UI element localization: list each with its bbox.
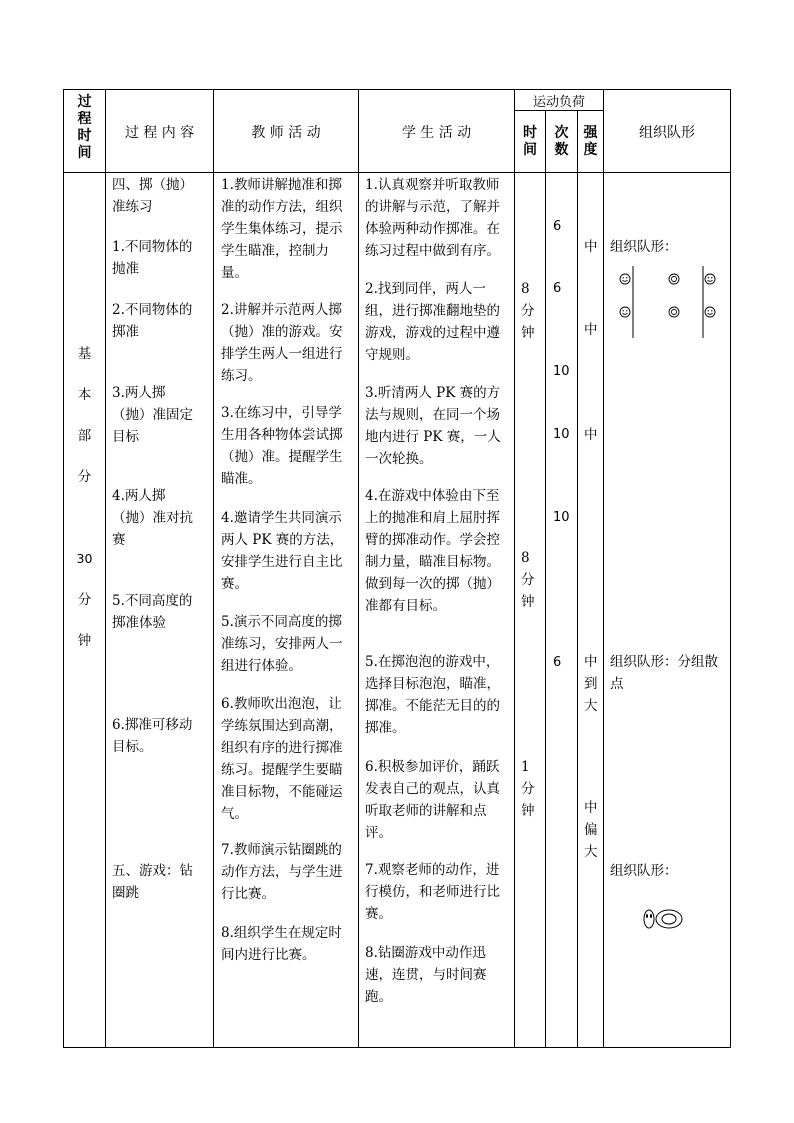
load-count-item: 10	[553, 364, 570, 379]
smiley-icon	[620, 274, 630, 284]
table-border-top	[63, 89, 731, 90]
teacher-item: 8.组织学生在规定时 间内进行比赛。	[221, 925, 342, 963]
person-icon	[644, 910, 654, 928]
student-item: 2.找到同伴，两人一 组，进行掷准翻地垫的 游戏，游戏的过程中遵 守规则。	[365, 281, 500, 363]
phase-char-1: 本	[77, 387, 92, 403]
smiley-icon	[705, 307, 715, 317]
teacher-item: 1.教师讲解抛准和掷 准的动作方法，组织 学生集体练习，提示 学生瞄准，控制力 量。	[221, 177, 343, 281]
teacher-item: 4.邀请学生共同演示 两人 PK 赛的方法， 安排学生进行自主比 赛。	[221, 510, 344, 592]
student-item: 3.听清两人 PK 赛的方 法与规则，在同一个场 地内进行 PK 赛，一人 一次轮换。	[365, 385, 501, 467]
teacher-item: 7.教师演示钻圈跳的 动作方法，与学生进 行比赛。	[221, 842, 343, 902]
col-line-3	[358, 89, 359, 1048]
formation-item: 组织队形：分组散 点	[610, 654, 718, 692]
header-load-count: 次 数	[554, 125, 569, 158]
load-count-item: 6	[553, 281, 562, 296]
content-item: 6.掷准可移动 目标。	[112, 717, 193, 755]
teacher-item: 2.讲解并示范两人掷 （抛）准的游戏。安 排学生两人一组进行 练习。	[221, 302, 343, 384]
content-item: 1.不同物体的 抛准	[112, 239, 193, 277]
smiley-icon	[705, 274, 715, 284]
student-item: 5.在掷泡泡的游戏中， 选择目标泡泡，瞄准， 掷准。不能茫无目的的 掷准。	[365, 654, 500, 736]
header-teacher: 教 师 活 动	[251, 125, 321, 141]
header-formation: 组织队形	[639, 125, 695, 141]
intensity-item: 中	[584, 427, 598, 443]
header-bottom-line	[63, 172, 731, 173]
load-count-item: 10	[553, 427, 570, 442]
header-content: 过 程 内 容	[124, 125, 195, 141]
col-line-5	[545, 110, 546, 1048]
header-load-intensity: 强 度	[583, 125, 598, 158]
load-header-divider	[514, 110, 603, 111]
formation-diagram-hoop	[640, 905, 690, 935]
student-item: 6.积极参加评价，踊跃 发表自己的观点，认真 听取老师的讲解和点 评。	[365, 759, 500, 841]
load-count-item: 6	[553, 655, 562, 670]
header-time-col: 过 程 时 间	[77, 94, 92, 161]
load-time-item: 8 分 钟	[521, 550, 535, 610]
student-item: 4.在游戏中体验由下至 上的抛准和肩上屈肘挥 臂的掷准动作。学会控 制力量，瞄准目标物。 做到每一次的掷（抛） 准都有目标。	[365, 488, 500, 614]
table-border-bottom	[63, 1047, 731, 1048]
header-load-time: 时 间	[523, 125, 537, 158]
phase-char-3: 分	[77, 469, 92, 485]
intensity-item: 中 到 大	[584, 654, 598, 714]
load-count-item: 6	[553, 219, 562, 234]
content-item: 2.不同物体的 掷准	[112, 302, 193, 340]
student-item: 8.钻圈游戏中动作迅 速，连贯，与时间赛 跑。	[365, 945, 487, 1005]
phase-char-6: 钟	[77, 633, 92, 649]
col-line-6	[577, 110, 578, 1048]
phase-char-5: 分	[77, 592, 92, 608]
col-line-8	[730, 89, 731, 1048]
header-load: 运动负荷	[532, 95, 585, 110]
content-item: 4.两人掷 （抛）准对抗 赛	[112, 488, 193, 548]
phase-char-4: 30	[76, 551, 93, 566]
teacher-item: 3.在练习中，引导学 生用各种物体尝试掷 （抛）准。提醒学生 瞄准。	[221, 405, 343, 487]
target-icon	[669, 307, 679, 317]
phase-char-2: 部	[77, 428, 92, 444]
content-item: 3.两人掷 （抛）准固定 目标	[112, 385, 193, 445]
teacher-item: 5.演示不同高度的掷 准练习，安排两人一 组进行体验。	[221, 614, 343, 674]
target-icon	[669, 274, 679, 284]
formation-item: 组织队形：	[610, 239, 678, 255]
load-count-item: 10	[553, 510, 570, 525]
intensity-item: 中 偏 大	[584, 800, 598, 860]
col-line-2	[213, 89, 214, 1048]
col-line-7	[603, 89, 604, 1048]
hoop-icon	[656, 910, 682, 928]
content-item: 5.不同高度的 掷准体验	[112, 593, 193, 631]
load-time-item: 8 分 钟	[521, 281, 535, 341]
formation-item: 组织队形：	[610, 863, 678, 879]
col-line-1	[105, 89, 106, 1048]
student-item: 7.观察老师的动作，进 行模仿，和老师进行比 赛。	[365, 862, 500, 922]
header-student: 学 生 活 动	[401, 125, 472, 141]
content-item: 四、掷（抛） 准练习	[112, 177, 193, 215]
teacher-item: 6.教师吹出泡泡，让 学练氛围达到高潮， 组织有序的进行掷准 练习。提醒学生要瞄 准目标物，不能碰运 气。	[221, 696, 343, 822]
intensity-item: 中	[584, 239, 598, 255]
formation-diagram-pairs	[612, 262, 722, 342]
load-time-item: 1 分 钟	[521, 759, 535, 819]
col-line-4	[514, 89, 515, 1048]
intensity-item: 中	[584, 322, 598, 338]
phase-char-0: 基	[77, 346, 92, 362]
content-item: 五、游戏：钻 圈跳	[112, 863, 193, 901]
smiley-icon	[620, 307, 630, 317]
student-item: 1.认真观察并听取教师 的讲解与示范，了解并 体验两种动作掷准。在 练习过程中做到有序。	[365, 177, 500, 259]
